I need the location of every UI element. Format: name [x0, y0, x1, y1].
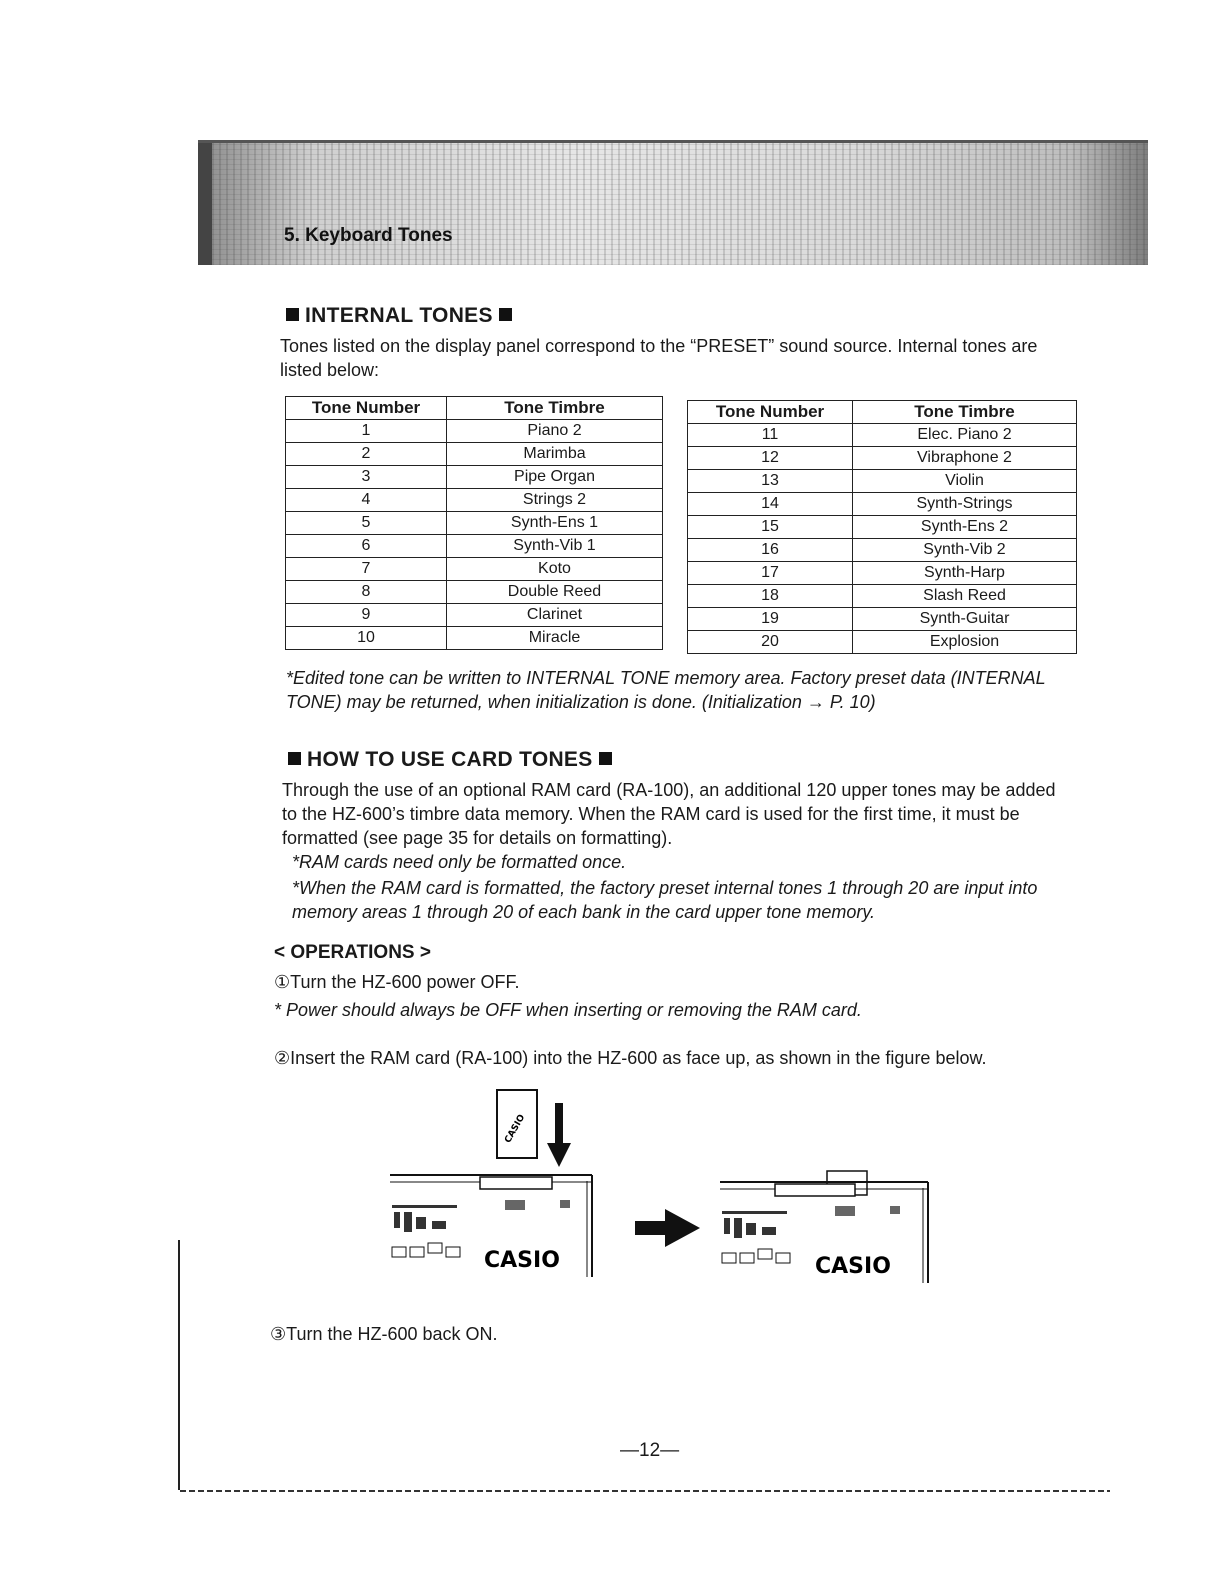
table-row [688, 608, 1077, 631]
tone-timbre: Synth-Vib 2 [853, 539, 1077, 562]
table-row [688, 539, 1077, 562]
step-3: ③Turn the HZ-600 back ON. [270, 1324, 498, 1344]
tone-number: 9 [286, 604, 447, 627]
tone-timbre: Explosion [853, 631, 1077, 654]
table-row [688, 493, 1077, 516]
left-margin-rule [178, 1240, 180, 1490]
table-row [688, 470, 1077, 493]
tone-timbre: Miracle [447, 627, 663, 650]
square-bullet-icon [599, 752, 612, 765]
internal-tones-heading [280, 304, 1080, 328]
square-bullet-icon [499, 308, 512, 321]
column-header-tone-timbre: Tone Timbre [447, 397, 663, 420]
tone-number: 5 [286, 512, 447, 535]
column-header-tone-number: Tone Number [688, 401, 853, 424]
section-title: 5. Keyboard Tones [284, 225, 453, 246]
table-row [688, 447, 1077, 470]
table-row [286, 443, 663, 466]
table-row [286, 581, 663, 604]
ram-card-insertion-figure [380, 1085, 940, 1295]
tone-number: 4 [286, 489, 447, 512]
tone-number: 17 [688, 562, 853, 585]
internal-tones-title: INTERNAL TONES [305, 304, 493, 327]
tone-timbre: Synth-Harp [853, 562, 1077, 585]
tone-timbre: Synth-Vib 1 [447, 535, 663, 558]
internal-tones-section [280, 304, 1080, 382]
tone-timbre: Marimba [447, 443, 663, 466]
operations-heading: < OPERATIONS > [274, 942, 431, 963]
tone-number: 20 [688, 631, 853, 654]
step-1: ①Turn the HZ-600 power OFF. [274, 972, 520, 992]
casio-logo-after: CASIO [815, 1254, 891, 1279]
tone-timbre: Violin [853, 470, 1077, 493]
table-row [286, 627, 663, 650]
tone-timbre: Synth-Ens 2 [853, 516, 1077, 539]
tone-number: 2 [286, 443, 447, 466]
tone-number: 14 [688, 493, 853, 516]
tone-timbre: Slash Reed [853, 585, 1077, 608]
tone-number: 18 [688, 585, 853, 608]
table-row [286, 535, 663, 558]
table-row [286, 604, 663, 627]
bottom-margin-rule [180, 1490, 1110, 1492]
tone-timbre: Pipe Organ [447, 466, 663, 489]
table-row [286, 558, 663, 581]
tone-number: 1 [286, 420, 447, 443]
keyboard-panel-after [720, 1171, 928, 1283]
internal-tones-intro: Tones listed on the display panel correspond to the “PRESET” sound source. Internal tones are listed below: [280, 336, 1038, 380]
internal-tone-note: *Edited tone can be written to INTERNAL TONE memory area. Factory preset data (INTERNAL TONE) may be returned, when initialization is done. (Initialization → P. 10) [286, 668, 1046, 712]
card-tones-title: HOW TO USE CARD TONES [307, 748, 593, 771]
keyboard-panel-before [390, 1175, 592, 1277]
tone-table-right [687, 400, 1077, 654]
card-brand-text: CASIO [503, 1113, 528, 1145]
tone-timbre: Synth-Strings [853, 493, 1077, 516]
square-bullet-icon [288, 752, 301, 765]
tone-timbre: Koto [447, 558, 663, 581]
tone-number: 11 [688, 424, 853, 447]
right-arrow-icon [635, 1209, 700, 1247]
ram-card-icon [497, 1090, 537, 1158]
tone-number: 10 [286, 627, 447, 650]
page-number: —12— [620, 1440, 680, 1461]
table-row [688, 424, 1077, 447]
table-row [688, 585, 1077, 608]
tone-timbre: Elec. Piano 2 [853, 424, 1077, 447]
tone-timbre: Vibraphone 2 [853, 447, 1077, 470]
table-row [688, 631, 1077, 654]
casio-logo-before: CASIO [484, 1248, 560, 1273]
tone-number: 15 [688, 516, 853, 539]
tone-number: 16 [688, 539, 853, 562]
tone-table-left [285, 396, 663, 650]
tone-number: 3 [286, 466, 447, 489]
tone-number: 19 [688, 608, 853, 631]
column-header-tone-timbre: Tone Timbre [853, 401, 1077, 424]
tone-number: 6 [286, 535, 447, 558]
table-row [286, 512, 663, 535]
operations-section [274, 942, 1074, 1070]
step-2: ②Insert the RAM card (RA-100) into the HZ-600 as face up, as shown in the figure below. [274, 1048, 987, 1068]
tone-number: 8 [286, 581, 447, 604]
card-tones-note-preset: *When the RAM card is formatted, the factory preset internal tones 1 through 20 are input into memory areas 1 through 20 of each bank in the card upper tone memory. [292, 878, 1038, 922]
table-row [286, 420, 663, 443]
tone-timbre: Clarinet [447, 604, 663, 627]
card-tones-section [282, 748, 1072, 924]
card-tones-note-format-once: *RAM cards need only be formatted once. [292, 852, 627, 872]
tone-number: 13 [688, 470, 853, 493]
table-row [688, 516, 1077, 539]
tone-timbre: Double Reed [447, 581, 663, 604]
table-row [286, 489, 663, 512]
tone-timbre: Strings 2 [447, 489, 663, 512]
step-1-note: * Power should always be OFF when inserting or removing the RAM card. [274, 1000, 862, 1020]
tone-timbre: Synth-Ens 1 [447, 512, 663, 535]
section-header-band [198, 140, 1148, 265]
tone-timbre: Synth-Guitar [853, 608, 1077, 631]
tone-number: 12 [688, 447, 853, 470]
column-header-tone-number: Tone Number [286, 397, 447, 420]
square-bullet-icon [286, 308, 299, 321]
table-row [286, 466, 663, 489]
down-arrow-icon [547, 1103, 571, 1167]
tone-number: 7 [286, 558, 447, 581]
card-tones-heading [282, 748, 1072, 772]
card-tones-body: Through the use of an optional RAM card (RA-100), an additional 120 upper tones may be added to the HZ-600’s timbre data memory. When the RAM card is used for the first time, it must be formatted (see page 35 for details on formatting). [282, 780, 1056, 848]
tone-timbre: Piano 2 [447, 420, 663, 443]
table-row [688, 562, 1077, 585]
